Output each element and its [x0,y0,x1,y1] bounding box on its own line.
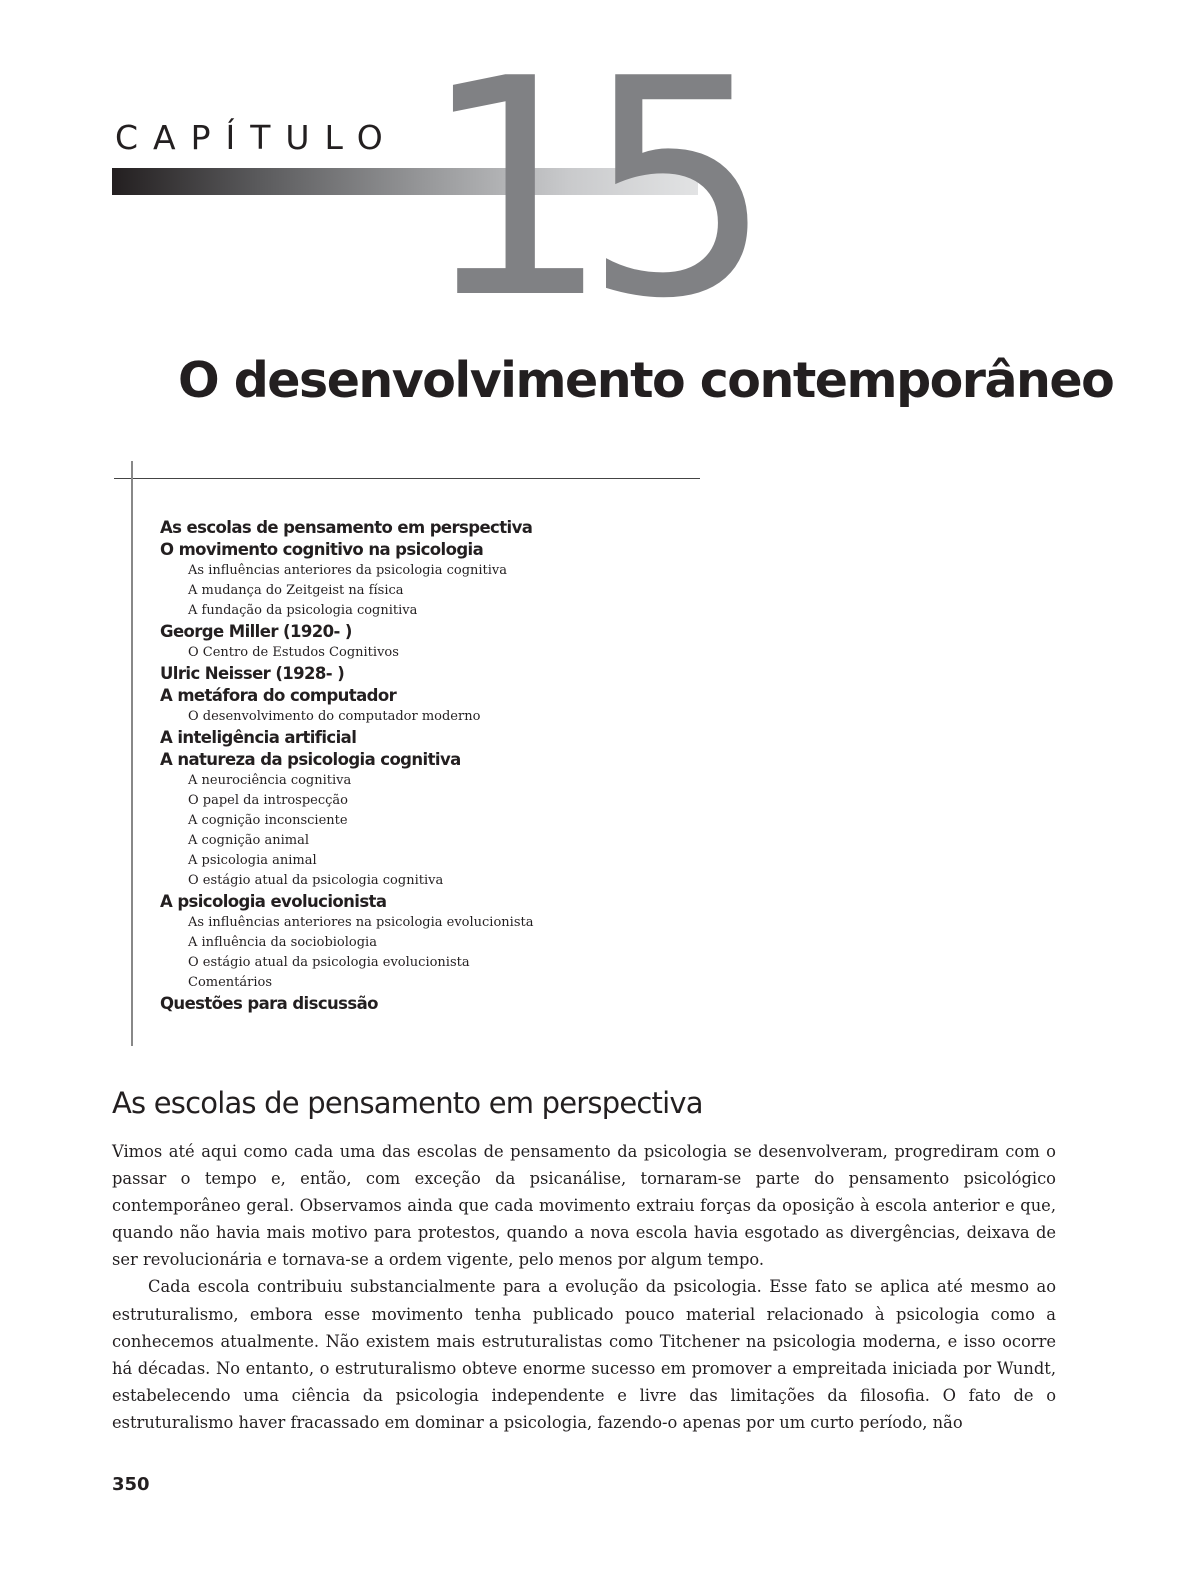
paragraph: Vimos até aqui como cada uma das escolas de pensamento da psicologia se desenvolveram, progrediram com o passar o tempo e, então, com exceção da psicanálise, tornaram-se parte do pensamento psicológico contemporâneo geral. Observamos ainda que cada movimento extraiu forças da oposição à escola anterior e que, quando não havia mais motivo para protestos, quando a nova escola havia esgotado as divergências, deixava de ser revolucionária e tornava-se a ordem vigente, pelo menos por algum tempo. [112,1142,1056,1270]
toc-horizontal-rule [114,478,700,479]
toc-subitem: O Centro de Estudos Cognitivos [188,645,399,660]
toc-item: Questões para discussão [160,994,378,1013]
toc-subitem: Comentários [188,975,273,990]
body-text [112,1138,1056,1436]
toc-item: As escolas de pensamento em perspectiva [160,518,533,537]
toc-item: Ulric Neisser (1928- ) [160,664,345,683]
toc-subitem: O papel da introspecção [188,793,348,808]
toc-item: George Miller (1920- ) [160,622,352,641]
toc-subitem: A cognição animal [188,833,309,848]
toc-item: A natureza da psicologia cognitiva [160,750,461,769]
page-number: 350 [112,1474,150,1495]
toc-subitem: A influência da sociobiologia [188,935,377,950]
paragraph: Cada escola contribuiu substancialmente para a evolução da psicologia. Esse fato se aplica até mesmo ao estruturalismo, embora esse movimento tenha publicado pouco material relacionado à psicologia como a conhecemos atualmente. Não existem mais estruturalistas como Titchener na psicologia moderna, e isso ocorre há décadas. No entanto, o estruturalismo obteve enorme sucesso em promover a empreitada iniciada por Wundt, estabelecendo uma ciência da psicologia independente e livre das limitações da filosofia. O fato de o estruturalismo haver fracassado em dominar a psicologia, fazendo-o apenas por um curto período, não [112,1277,1056,1432]
toc-subitem: O estágio atual da psicologia cognitiva [188,873,444,888]
toc-subitem: O estágio atual da psicologia evolucionista [188,955,470,970]
toc-vertical-rule [131,461,133,1046]
toc-subitem: As influências anteriores da psicologia cognitiva [188,563,508,578]
toc-item: O movimento cognitivo na psicologia [160,540,484,559]
toc-subitem: A fundação da psicologia cognitiva [188,603,418,618]
toc-item: A metáfora do computador [160,686,397,705]
section-heading: As escolas de pensamento em perspectiva [112,1086,703,1120]
toc-subitem: A cognição inconsciente [188,813,348,828]
toc-subitem: A mudança do Zeitgeist na física [188,583,404,598]
toc-item: A inteligência artificial [160,728,357,747]
chapter-title: O desenvolvimento contemporâneo [178,352,1114,409]
chapter-label: CAPÍTULO [115,118,398,157]
table-of-contents [160,517,720,1015]
toc-item: A psicologia evolucionista [160,892,387,911]
toc-subitem: A psicologia animal [188,853,317,868]
chapter-number: 15 [420,15,746,364]
toc-subitem: A neurociência cognitiva [188,773,352,788]
toc-subitem: As influências anteriores na psicologia evolucionista [188,915,534,930]
toc-subitem: O desenvolvimento do computador moderno [188,709,481,724]
